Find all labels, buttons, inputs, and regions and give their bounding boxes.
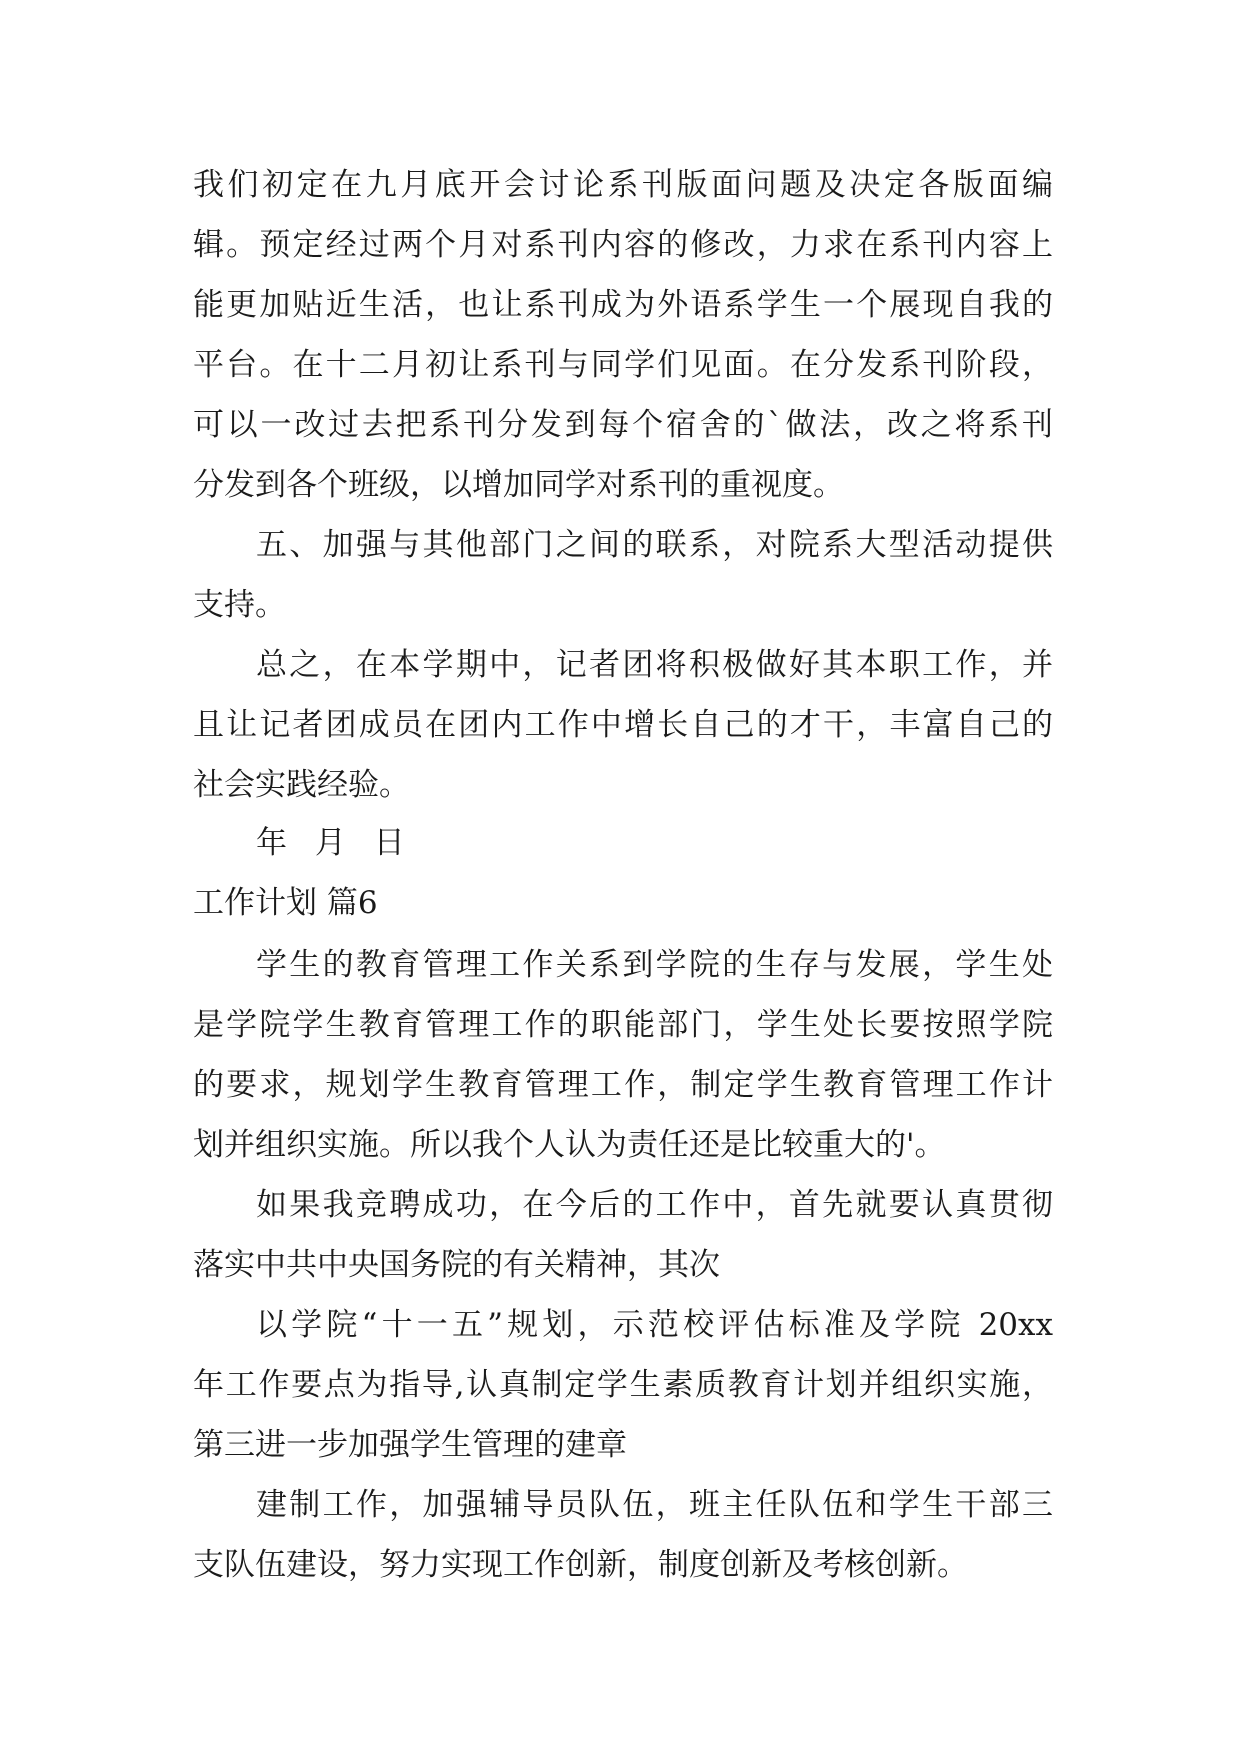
section-heading: 工作计划 篇6 (193, 885, 378, 921)
text-line: 支队伍建设，努力实现工作创新，制度创新及考核创新。 (193, 1547, 968, 1583)
paragraph-start: 建制工作，加强辅导员队伍，班主任队伍和学生干部三 (256, 1487, 1053, 1523)
text-line: 支持。 (193, 587, 286, 623)
paragraph-start: 五、加强与其他部门之间的联系，对院系大型活动提供 (256, 527, 1053, 563)
text-line: 年工作要点为指导,认真制定学生素质教育计划并组织实施， (193, 1367, 1053, 1403)
text-line: 落实中共中央国务院的有关精神，其次 (193, 1247, 720, 1283)
text-line: 我们初定在九月底开会讨论系刊版面问题及决定各版面编 (193, 167, 1053, 203)
text-line: 平台。在十二月初让系刊与同学们见面。在分发系刊阶段， (193, 347, 1053, 383)
text-line: 且让记者团成员在团内工作中增长自己的才干，丰富自己的 (193, 707, 1053, 743)
date-line: 年 月 日 (256, 825, 405, 861)
paragraph-start: 以学院“十一五”规划，示范校评估标准及学院 20xx (256, 1307, 1053, 1343)
paragraph-start: 学生的教育管理工作关系到学院的生存与发展，学生处 (256, 947, 1053, 983)
text-line: 可以一改过去把系刊分发到每个宿舍的`做法，改之将系刊 (193, 407, 1053, 443)
paragraph-start: 如果我竞聘成功，在今后的工作中，首先就要认真贯彻 (256, 1187, 1053, 1223)
text-line: 的要求，规划学生教育管理工作，制定学生教育管理工作计 (193, 1067, 1053, 1103)
text-line: 是学院学生教育管理工作的职能部门，学生处长要按照学院 (193, 1007, 1053, 1043)
paragraph-start: 总之，在本学期中，记者团将积极做好其本职工作，并 (256, 647, 1053, 683)
text-line: 分发到各个班级，以增加同学对系刊的重视度。 (193, 467, 844, 503)
text-line: 划并组织实施。所以我个人认为责任还是比较重大的'。 (193, 1127, 946, 1163)
text-line: 辑。预定经过两个月对系刊内容的修改，力求在系刊内容上 (193, 227, 1053, 263)
text-line: 第三进一步加强学生管理的建章 (193, 1427, 627, 1463)
text-line: 能更加贴近生活，也让系刊成为外语系学生一个展现自我的 (193, 287, 1053, 323)
text-line: 社会实践经验。 (193, 767, 410, 803)
